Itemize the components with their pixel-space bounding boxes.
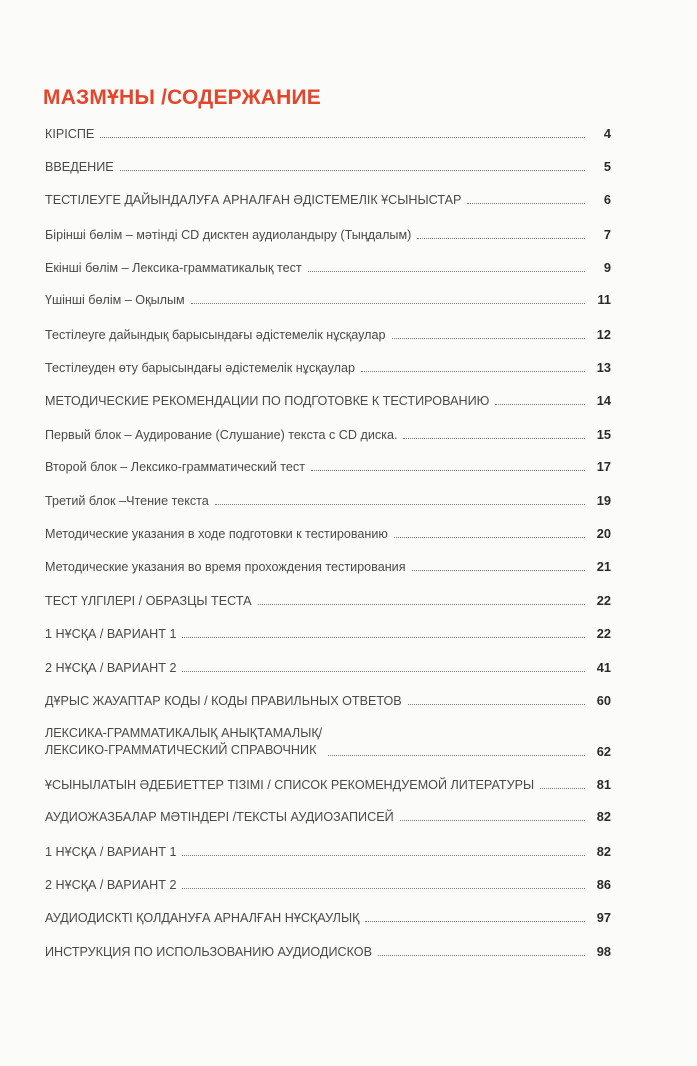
toc-entry-title: ДҰРЫС ЖАУАПТАР КОДЫ / КОДЫ ПРАВИЛЬНЫХ ОТВЕТОВ: [45, 694, 402, 708]
toc-page-number: 19: [596, 493, 611, 508]
dot-leader: [182, 637, 585, 638]
toc-entry: [45, 841, 611, 859]
dot-leader: [311, 470, 585, 471]
toc-page-number: 41: [596, 660, 611, 675]
dot-leader: [540, 788, 585, 789]
toc-entry-title-line: ЛЕКСИКО-ГРАММАТИЧЕСКИЙ СПРАВОЧНИК: [45, 743, 317, 757]
dot-leader: [392, 338, 585, 339]
toc-entry-title: ТЕСТ ҮЛГІЛЕРІ / ОБРАЗЦЫ ТЕСТА: [45, 594, 252, 608]
dot-leader: [182, 671, 585, 672]
dot-leader: [408, 704, 585, 705]
toc-page-number: 60: [596, 693, 611, 708]
toc-page-number: 22: [596, 626, 611, 641]
toc-entry: [45, 907, 611, 925]
toc-entry: [45, 156, 611, 174]
toc-entry-title-line: ЛЕКСИКА-ГРАММАТИКАЛЫҚ АНЫҚТАМАЛЫҚ/: [45, 726, 323, 740]
toc-entry: [45, 224, 611, 242]
dot-leader: [467, 203, 585, 204]
toc-entry-title: АУДИОЖАЗБАЛАР МӘТІНДЕРІ /ТЕКСТЫ АУДИОЗАПИСЕЙ: [45, 810, 394, 824]
dot-leader: [361, 371, 585, 372]
toc-entry-title: 1 НҰСҚА / ВАРИАНТ 1: [45, 627, 177, 641]
toc-page-number: 82: [596, 809, 611, 824]
toc-page-number: 21: [596, 559, 611, 574]
toc-entry: [45, 941, 611, 959]
page-title: МАЗМҰНЫ /СОДЕРЖАНИЕ: [43, 86, 321, 109]
toc-entry: [45, 690, 611, 708]
toc-entry-title: Үшінші бөлім – Оқылым: [45, 293, 185, 307]
toc-entry: [45, 590, 611, 608]
toc-page-number: 7: [603, 227, 611, 242]
toc-entry: [45, 723, 611, 759]
toc-entry: [45, 657, 611, 675]
toc-entry-title: Третий блок –Чтение текста: [45, 494, 209, 508]
toc-entry-title: ВВЕДЕНИЕ: [45, 160, 114, 174]
toc-entry-title: Тестілеуге дайындық барысындағы әдістемелік нұсқаулар: [45, 328, 386, 342]
dot-leader: [258, 604, 586, 605]
toc-entry: [45, 390, 611, 408]
toc-entry-title: Тестілеуден өту барысындағы әдістемелік нұсқаулар: [45, 361, 356, 375]
toc-entry-title: Методические указания во время прохождения тестирования: [45, 560, 406, 574]
toc-entry-title: [45, 725, 322, 759]
toc-page-number: 98: [596, 944, 611, 959]
toc-page-number: 5: [603, 159, 611, 174]
toc-entry: [45, 523, 611, 541]
toc-page-number: 12: [596, 327, 611, 342]
toc-page-number: 81: [596, 777, 611, 792]
toc-entry: [45, 456, 611, 474]
dot-leader: [378, 955, 585, 956]
toc-entry-title: 2 НҰСҚА / ВАРИАНТ 2: [45, 878, 177, 892]
toc-entry: [45, 556, 611, 574]
toc-entry: [45, 490, 611, 508]
toc-entry: [45, 189, 611, 207]
toc-page-number: 15: [596, 427, 611, 442]
dot-leader: [365, 921, 585, 922]
toc-entry: [45, 257, 611, 275]
dot-leader: [403, 438, 585, 439]
toc-entry: [45, 324, 611, 342]
dot-leader: [394, 537, 585, 538]
toc-entry-title: ҰСЫНЫЛАТЫН ӘДЕБИЕТТЕР ТІЗІМІ / СПИСОК РЕКОМЕНДУЕМОЙ ЛИТЕРАТУРЫ: [45, 778, 535, 792]
dot-leader: [495, 404, 585, 405]
toc-entry-title: ИНСТРУКЦИЯ ПО ИСПОЛЬЗОВАНИЮ АУДИОДИСКОВ: [45, 945, 372, 959]
toc-page-number: 14: [596, 393, 611, 408]
toc-entry: [45, 774, 611, 792]
toc-entry-title: Первый блок – Аудирование (Слушание) текста с CD диска.: [45, 428, 398, 442]
dot-leader: [308, 271, 585, 272]
toc-entry: [45, 123, 611, 141]
toc-page-number: 20: [596, 526, 611, 541]
toc-entry-title: КІРІСПЕ: [45, 127, 95, 141]
toc-page-number: 13: [596, 360, 611, 375]
toc-entry: [45, 424, 611, 442]
dot-leader: [191, 303, 585, 304]
dot-leader: [182, 888, 585, 889]
toc-entry: [45, 289, 611, 307]
dot-leader: [100, 137, 585, 138]
toc-page-number: 62: [596, 744, 611, 759]
dot-leader: [412, 570, 585, 571]
toc-page-number: 97: [596, 910, 611, 925]
dot-leader: [417, 238, 585, 239]
toc-entry-title: 2 НҰСҚА / ВАРИАНТ 2: [45, 661, 177, 675]
toc-page-number: 82: [596, 844, 611, 859]
toc-entry-title: Методические указания в ходе подготовки к тестированию: [45, 527, 388, 541]
dot-leader: [328, 755, 585, 756]
toc-entry-title: Бірінші бөлім – мәтінді CD дисктен аудиоландыру (Тыңдалым): [45, 228, 412, 242]
toc-page-number: 17: [596, 459, 611, 474]
toc-entry: [45, 357, 611, 375]
toc-entry-title: ТЕСТІЛЕУГЕ ДАЙЫНДАЛУҒА АРНАЛҒАН ӘДІСТЕМЕЛІК ҰСЫНЫСТАР: [45, 193, 462, 207]
toc-page-number: 4: [603, 126, 611, 141]
dot-leader: [215, 504, 585, 505]
toc-page-number: 6: [603, 192, 611, 207]
toc-page-number: 22: [596, 593, 611, 608]
toc-entry: [45, 806, 611, 824]
toc-page-number: 86: [596, 877, 611, 892]
toc-entry-title: МЕТОДИЧЕСКИЕ РЕКОМЕНДАЦИИ ПО ПОДГОТОВКЕ К ТЕСТИРОВАНИЮ: [45, 394, 490, 408]
toc-page-number: 9: [603, 260, 611, 275]
toc-entry: [45, 874, 611, 892]
toc-entry-title: АУДИОДИСКТІ ҚОЛДАНУҒА АРНАЛҒАН НҰСҚАУЛЫҚ: [45, 911, 360, 925]
toc-entry-title: Екінші бөлім – Лексика-грамматикалық тест: [45, 261, 302, 275]
toc-entry-title: 1 НҰСҚА / ВАРИАНТ 1: [45, 845, 177, 859]
dot-leader: [120, 170, 585, 171]
toc-page-number: 11: [597, 292, 611, 307]
toc-entry: [45, 623, 611, 641]
toc-entry-title: Второй блок – Лексико-грамматический тест: [45, 460, 305, 474]
dot-leader: [400, 820, 585, 821]
dot-leader: [182, 855, 585, 856]
